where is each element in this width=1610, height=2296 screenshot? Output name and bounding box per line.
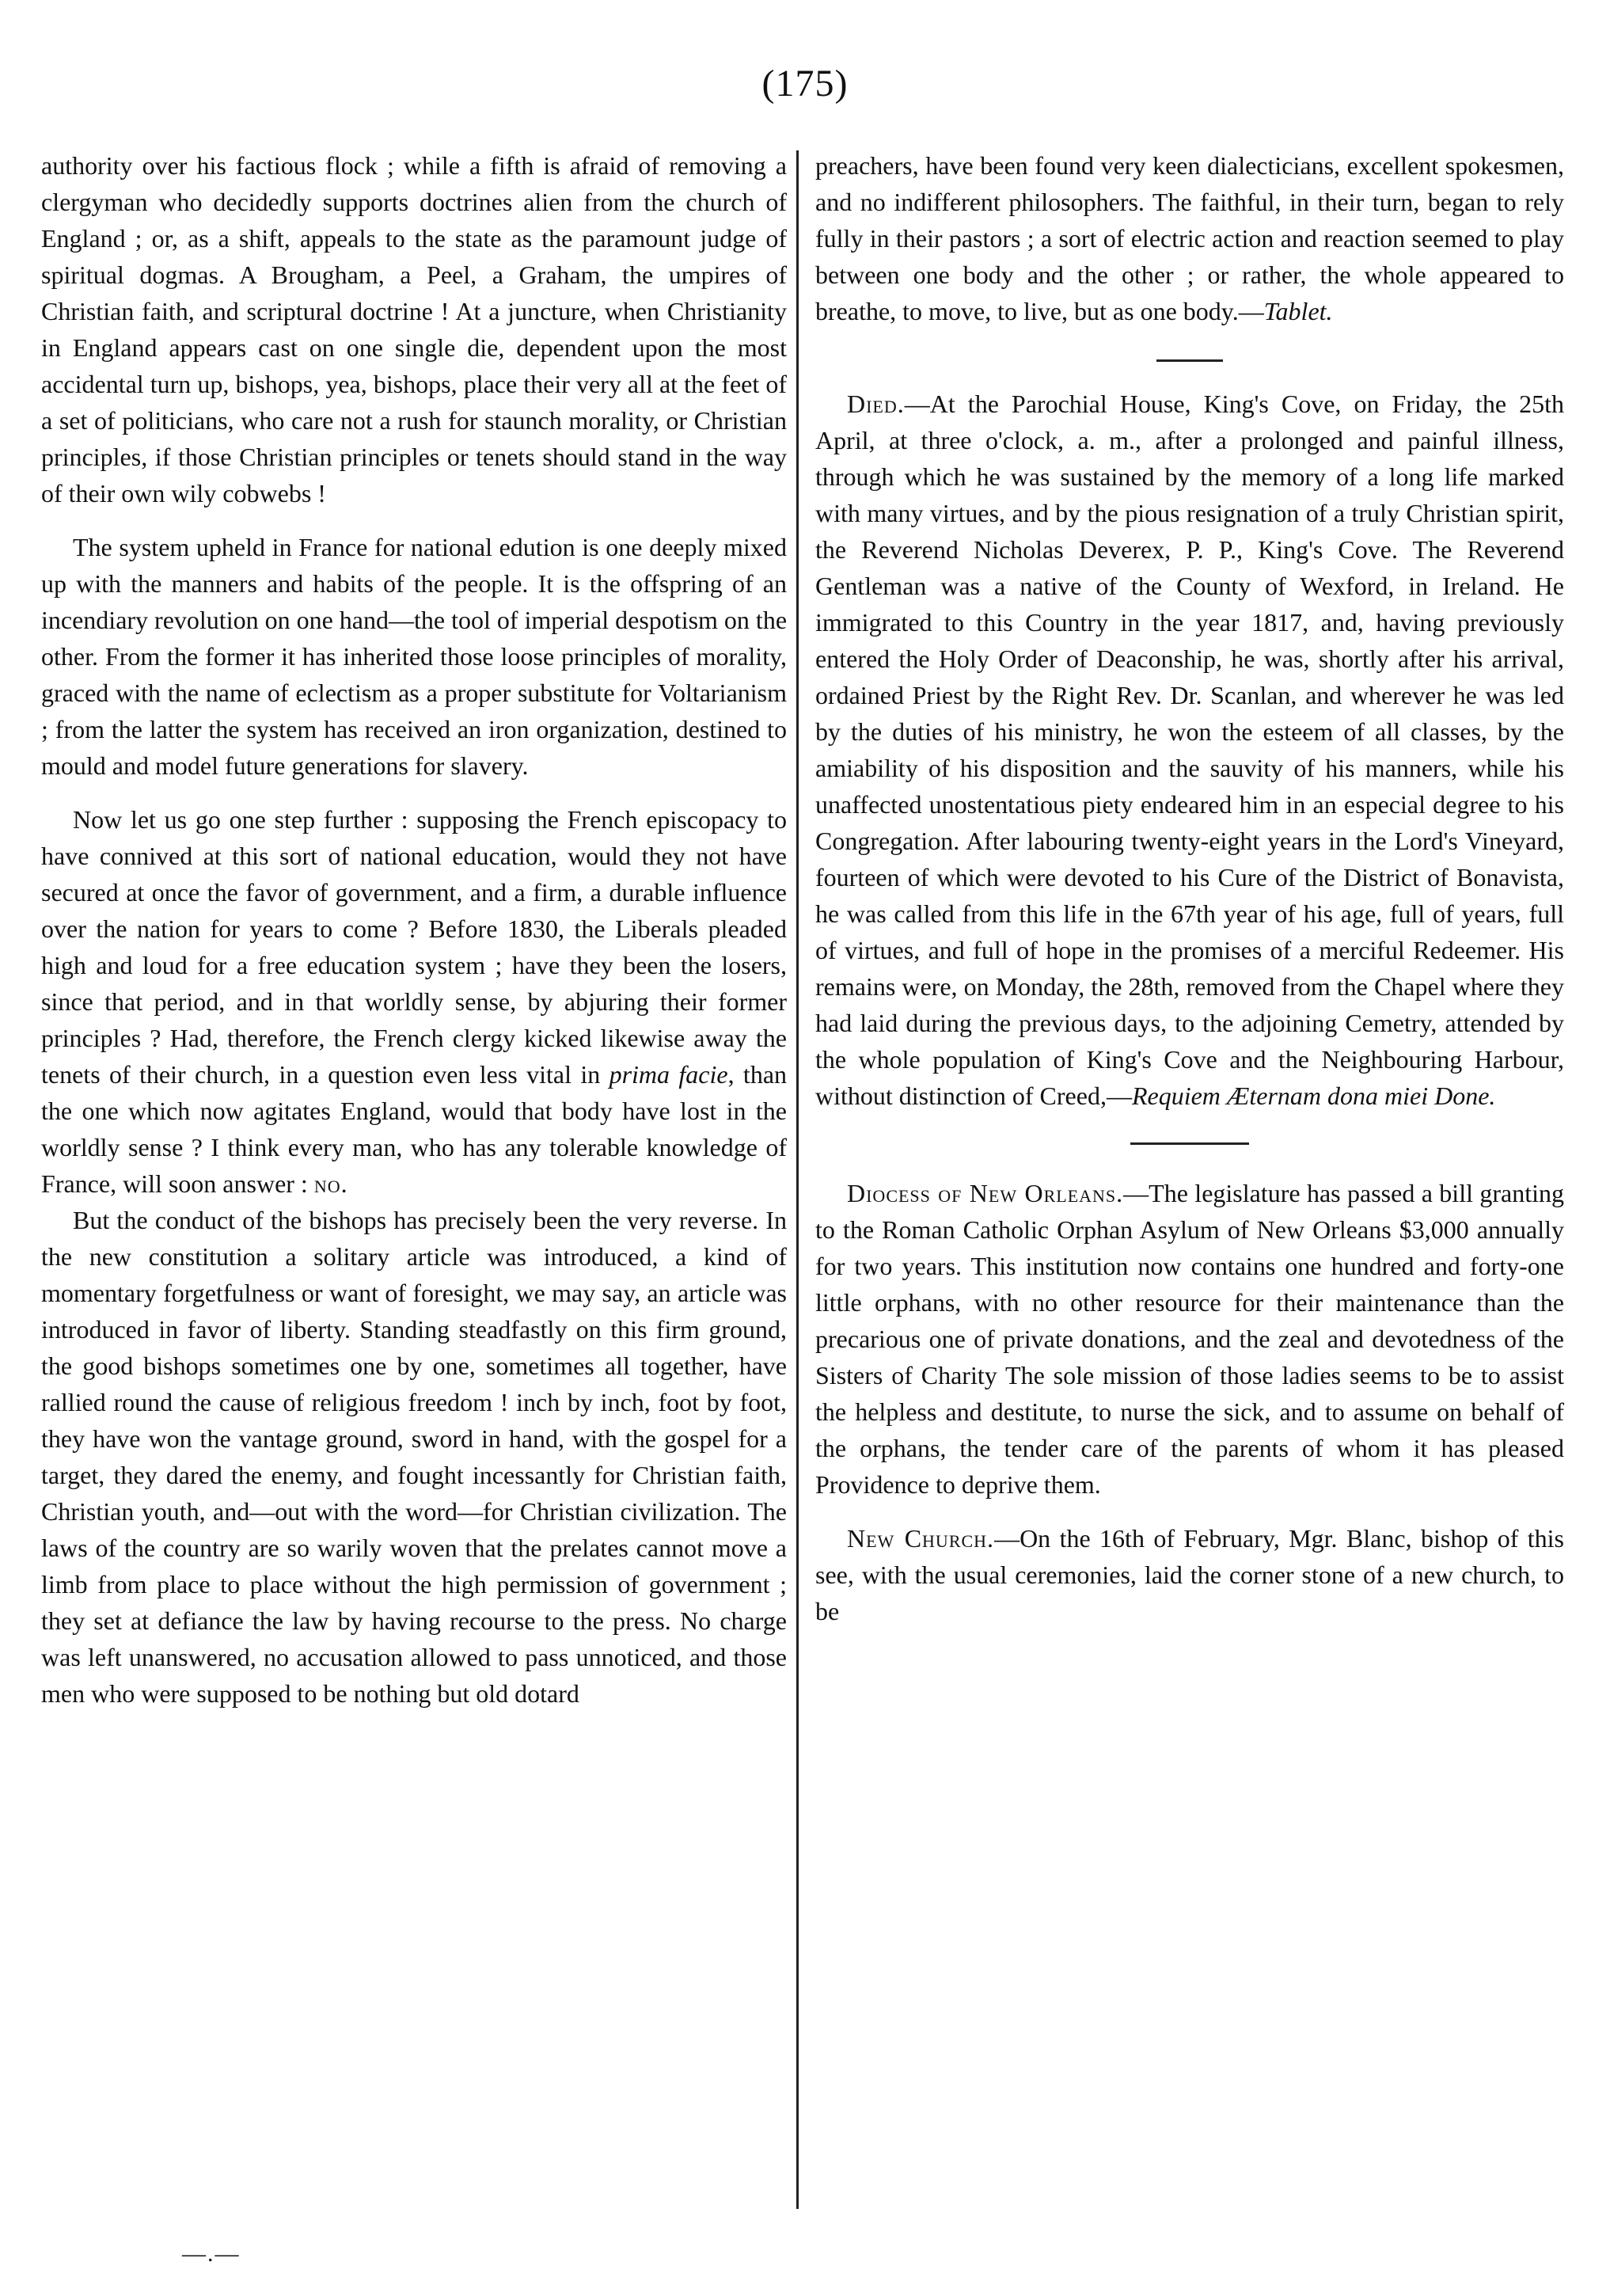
obituary-notice (815, 386, 1564, 1114)
page-number: (175) (761, 63, 849, 105)
new-church-text: —On the 16th of February, Mgr. Blanc, bishop of this see, with the usual ceremonies, laid the corner stone of a new church, to be (815, 1524, 1564, 1625)
column-divider (796, 150, 799, 2209)
answer-no: no. (313, 1169, 348, 1198)
new-church-heading: New Church. (847, 1524, 995, 1553)
left-paragraph-3 (41, 801, 787, 1202)
left-paragraph-3-text-a: Now let us go one step further : supposing the French episcopacy to have connived at this sort of national education, would they not have secured at once the favor of government, and a firm, a durable influence over the nation for years to come ? Before 1830, the Liberals pleaded high and loud for a free education system ; have they been the losers, since that period, and in that worldly sense, by abjuring their former principles ? Had, therefore, the French clergy kicked likewise away the tenets of their church, in a question even less vital in (41, 805, 787, 1089)
requiem-line: Requiem Æternam dona miei Done. (1131, 1081, 1496, 1110)
tablet-excerpt-text: preachers, have been found very keen dialecticians, excellent spokesmen, and no indifferent philosophers. The faithful, in their turn, began to rely fully in their pastors ; a sort of electric action and reaction seemed to play between one body and the other ; or rather, the whole appeared to breathe, to move, to live, but as one body.— (815, 151, 1564, 325)
diocese-heading: Diocess of New Orleans. (847, 1179, 1124, 1207)
section-rule (1156, 359, 1223, 362)
tablet-source: Tablet. (1263, 297, 1333, 325)
left-paragraph-1: authority over his factious flock ; while a fifth is afraid of removing a clergyman who decidedly supports doctrines alien from the church of England ; or, as a shift, appeals to the state as the paramount judge of spiritual dogmas. A Brougham, a Peel, a Graham, the umpires of Christian faith, and scriptural doctrine ! At a juncture, when Christianity in England appears cast on one single die, dependent upon the most accidental turn up, bishops, yea, bishops, place their very all at the feet of a set of politicians, who care not a rush for staunch morality, or Christian principles, if those Christian principles or tenets should stand in the way of their own wily cobwebs ! (41, 151, 787, 507)
left-column (41, 147, 787, 1712)
diocese-text: —The legislature has passed a bill granting to the Roman Catholic Orphan Asylum of New Orleans $3,000 annually for two years. This institution now contains one hundred and forty-one little orphans, with no other resource for their maintenance than the precarious one of private donations, and the zeal and devotedness of the Sisters of Charity The sole mission of those ladies seems to be to assist the helpless and destitute, to nurse the sick, and to assume on behalf of the orphans, the tender care of the parents of whom it has pleased Providence to deprive them. (815, 1179, 1564, 1499)
right-column (815, 147, 1564, 1629)
diocese-notice (815, 1175, 1564, 1503)
died-heading: Died. (847, 390, 905, 418)
left-paragraph-3-text-b: , than the one which now agitates England, would that body have lost in the worldly sense ? I think every man, who has any tolerable knowledge of France, will soon answer : (41, 1060, 788, 1198)
prima-facie-phrase: prima facie (609, 1060, 728, 1089)
tablet-excerpt (815, 147, 1564, 329)
obituary-text: —At the Parochial House, King's Cove, on Friday, the 25th April, at three o'clock, a. m., after a prolonged and painful illness, through which he was sustained by the memory of a long life marked with many virtues, and by the pious resignation of a truly Christian spirit, the Reverend Nicholas Deverex, P. P., King's Cove. The Reverend Gentleman was a native of the County of Wexford, in Ireland. He immigrated to this Country in the year 1817, and, having previously entered the Holy Order of Deaconship, he was, shortly after his arrival, ordained Priest by the Right Rev. Dr. Scanlan, and wherever he was led by the duties of his ministry, he won the esteem of all classes, by the amiability of his disposition and the sauvity of his manners, while his unaffected unostentatious piety endeared him in an especial degree to his Congregation. After labouring twenty-eight years in the Lord's Vineyard, fourteen of which were devoted to his Cure of the District of Bonavista, he was called from this life in the 67th year of his age, full of years, full of virtues, and full of hope in the promises of a merciful Redeemer. His remains were, on Monday, the 28th, removed from the Chapel where they had laid during the previous days, to the adjoining Cemetry, attended by the whole population of King's Cove and the Neighbouring Harbour, without distinction of Creed,— (815, 390, 1564, 1110)
left-paragraph-4: But the conduct of the bishops has precisely been the very reverse. In the new constitution a solitary article was introduced, a kind of momentary forgetfulness or want of foresight, we may say, an article was introduced in favor of liberty. Standing steadfastly on this firm ground, the good bishops sometimes one by one, sometimes all together, have rallied round the cause of religious freedom ! inch by inch, foot by foot, they have won the vantage ground, sword in hand, with the gospel for a target, they dared the enemy, and fought incessantly for Christian faith, Christian youth, and—out with the word—for Christian civilization. The laws of the country are so warily woven that the prelates cannot move a limb from place to place without the high permission of government ; they set at defiance the law by having recourse to the press. No charge was left unanswered, no accusation allowed to pass unnoticed, and those men who were supposed to be nothing but old dotard (41, 1206, 787, 1708)
left-paragraph-2: The system upheld in France for national edution is one deeply mixed up with the manners and habits of the people. It is the offspring of an incendiary revolution on one hand—the tool of imperial despotism on the other. From the former it has inherited those loose principles of morality, graced with the name of eclectism as a proper substitute for Voltarianism ; from the latter the system has received an iron organization, destined to mould and model future generations for slavery. (41, 533, 788, 780)
new-church-notice (815, 1520, 1564, 1629)
footer-mark: —.— (182, 2241, 241, 2267)
section-rule (1130, 1142, 1249, 1145)
